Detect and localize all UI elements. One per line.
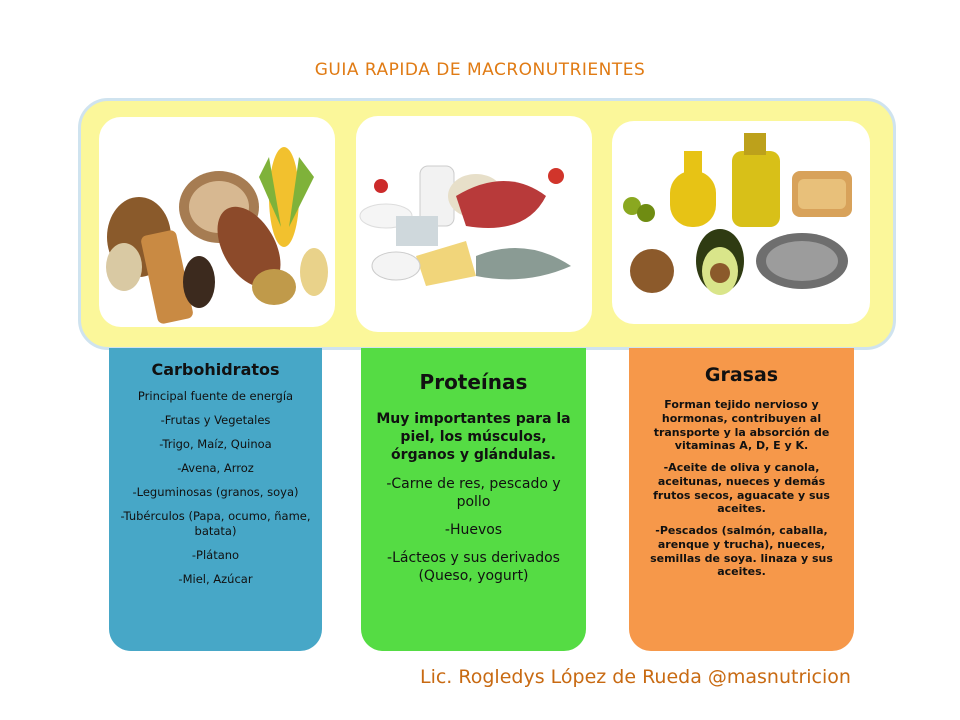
fat-foods-image — [612, 121, 870, 324]
fats-heading: Grasas — [704, 364, 779, 386]
proteins-item: Muy importantes para la piel, los músculos, órganos y glándulas. — [376, 411, 571, 464]
carbs-item: -Tubérculos (Papa, ocumo, ñame, batata) — [120, 508, 311, 538]
carbs-item: -Frutas y Vegetales — [160, 412, 271, 427]
author-credit: Lic. Rogledys López de Rueda @masnutricion — [420, 666, 851, 688]
carbohydrates-card — [109, 348, 322, 651]
proteins-item: -Carne de res, pescado y pollo — [386, 475, 561, 510]
fats-card — [629, 348, 854, 651]
proteins-item: -Lácteos y sus derivados (Queso, yogurt) — [387, 550, 560, 585]
carbs-item: Principal fuente de energía — [137, 389, 294, 403]
protein-foods-image — [356, 116, 592, 332]
proteins-heading: Proteínas — [419, 370, 528, 394]
carbohydrate-foods-image — [99, 117, 335, 327]
carbs-item: -Trigo, Maíz, Quinoa — [159, 436, 272, 451]
carbs-item: -Leguminosas (granos, soya) — [132, 484, 299, 499]
carbohydrates-heading: Carbohidratos — [151, 360, 280, 379]
carbs-item: -Plátano — [191, 547, 240, 562]
proteins-card — [361, 348, 586, 651]
page-title: GUIA RAPIDA DE MACRONUTRIENTES — [314, 60, 646, 80]
carbs-item: -Miel, Azúcar — [178, 571, 253, 586]
fats-item: -Aceite de oliva y canola, aceitunas, nueces y demás frutos secos, aguacate y sus aceites. — [653, 461, 830, 516]
carbs-item: -Avena, Arroz — [177, 460, 254, 475]
fats-item: -Pescados (salmón, caballa, arenque y trucha), nueces, semillas de soya. linaza y sus aceites. — [650, 524, 833, 579]
proteins-item: -Huevos — [444, 521, 503, 538]
fats-item: Forman tejido nervioso y hormonas, contribuyen al transporte y la absorción de vitaminas A, D, E y K. — [653, 398, 830, 453]
